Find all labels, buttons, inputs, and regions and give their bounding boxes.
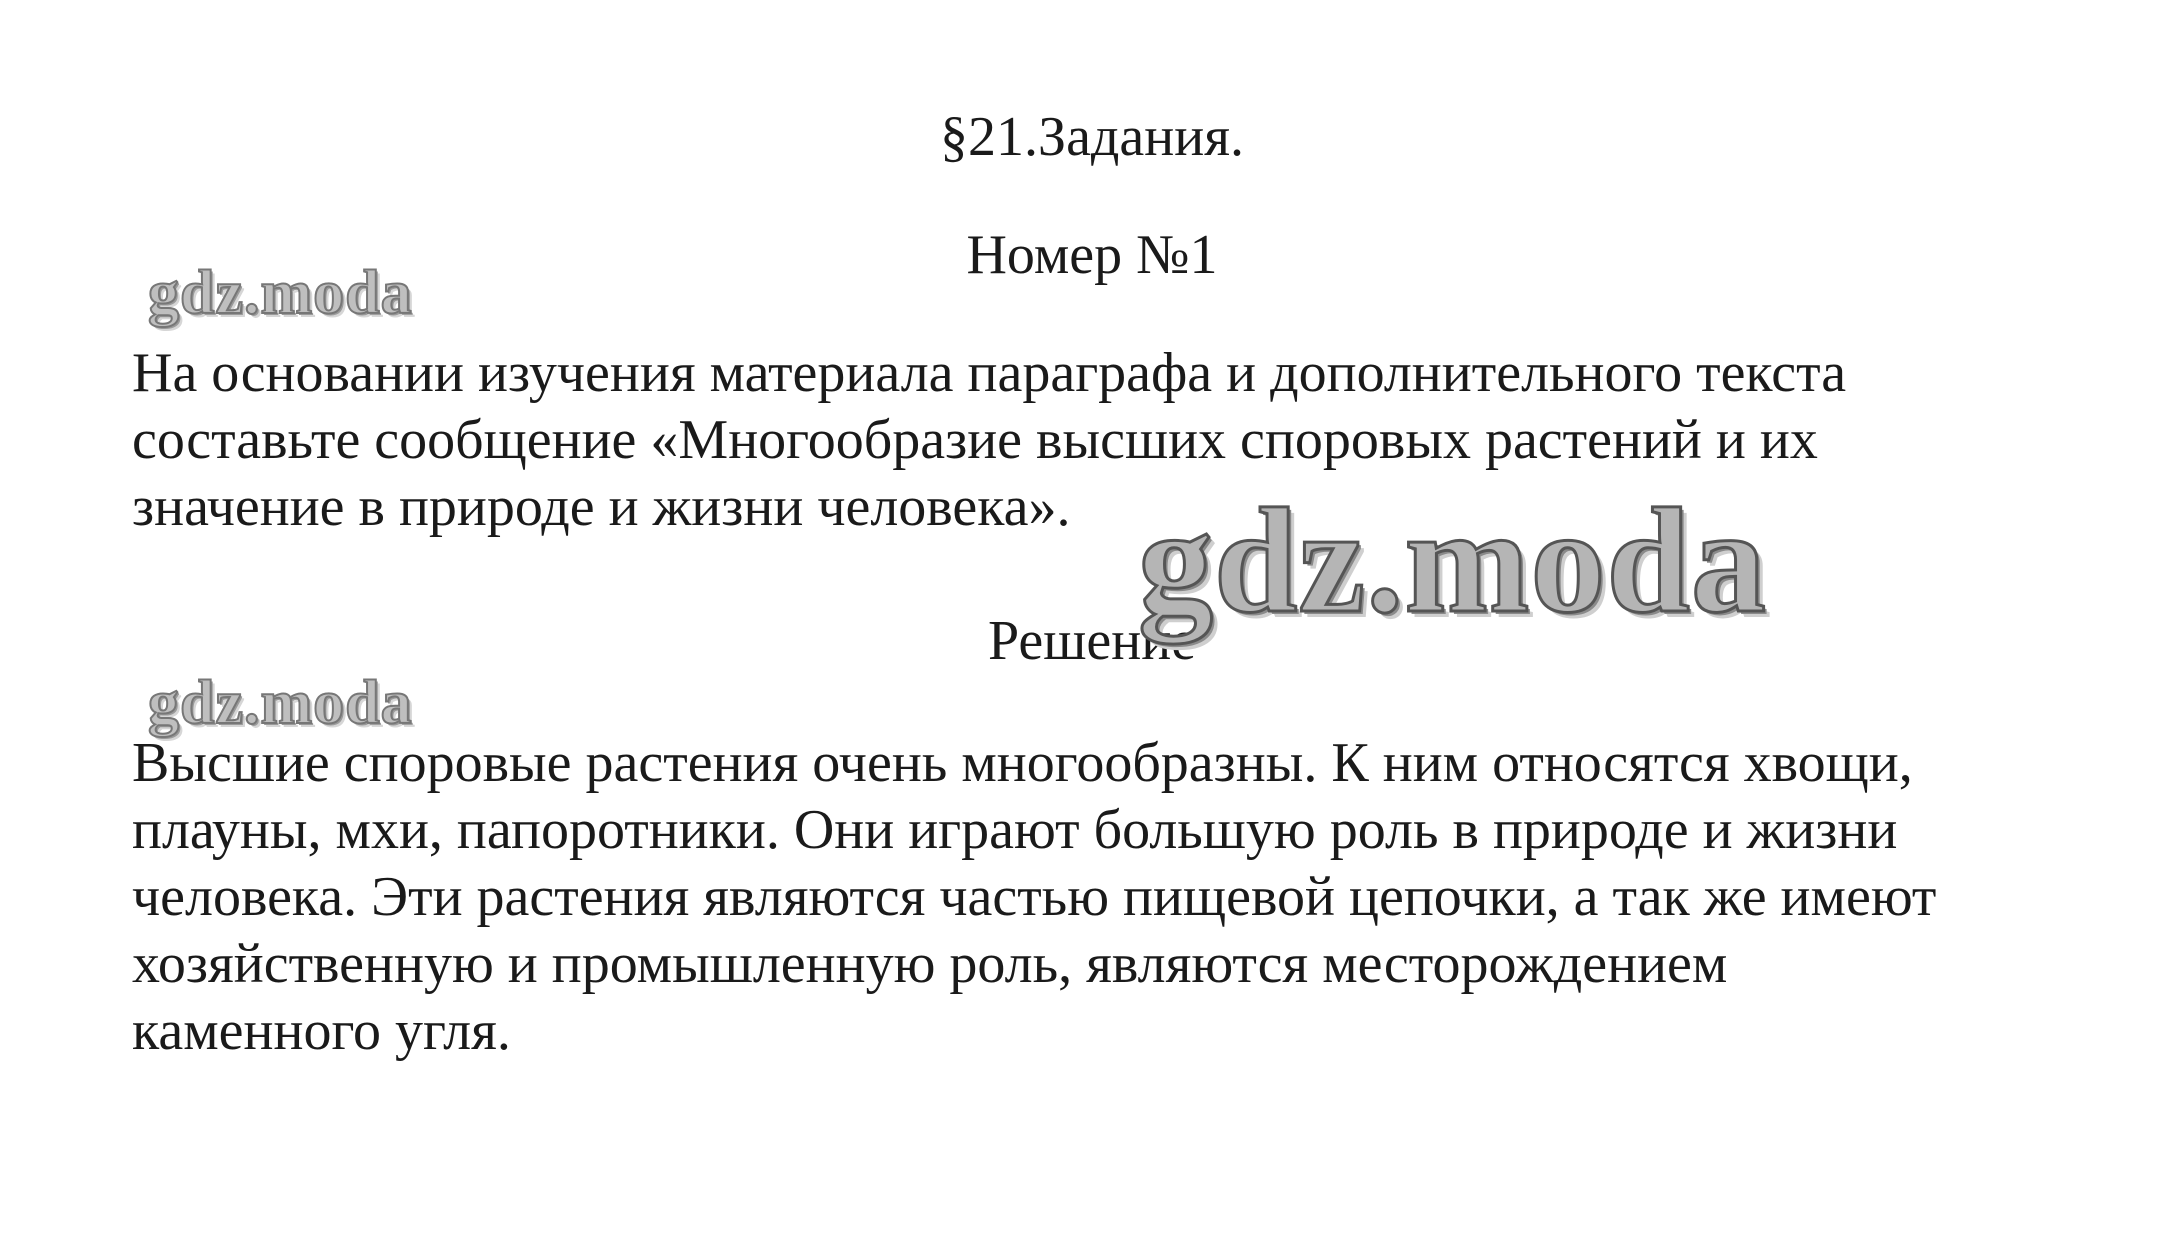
solution-text-line: хозяйственную и промышленную роль, являются месторождением — [132, 933, 1728, 995]
task-text-line: На основании изучения материала параграфа и дополнительного текста — [132, 342, 1847, 404]
task-text — [132, 340, 2132, 541]
watermark-logo: gdz.moda — [1138, 478, 1767, 644]
task-number-label: Номер №1 — [966, 224, 1218, 286]
watermark-logo: gdz.moda — [148, 259, 413, 327]
solution-text-line: плауны, мхи, папоротники. Они играют большую роль в природе и жизни — [132, 799, 1898, 861]
task-text-line: значение в природе и жизни человека». — [132, 476, 1071, 538]
watermark-logo: gdz.moda — [148, 669, 413, 737]
solution-text-line: каменного угля. — [132, 1000, 511, 1062]
solution-text — [132, 730, 2132, 1065]
task-text-line: составьте сообщение «Многообразие высших споровых растений и их — [132, 409, 1818, 471]
section-title: §21.Задания. — [940, 106, 1244, 168]
solution-text-line: человека. Эти растения являются частью пищевой цепочки, а так же имеют — [132, 866, 1937, 928]
solution-text-line: Высшие споровые растения очень многообразны. К ним относятся хвощи, — [132, 732, 1913, 794]
solution-heading: Решение — [987, 610, 1197, 672]
